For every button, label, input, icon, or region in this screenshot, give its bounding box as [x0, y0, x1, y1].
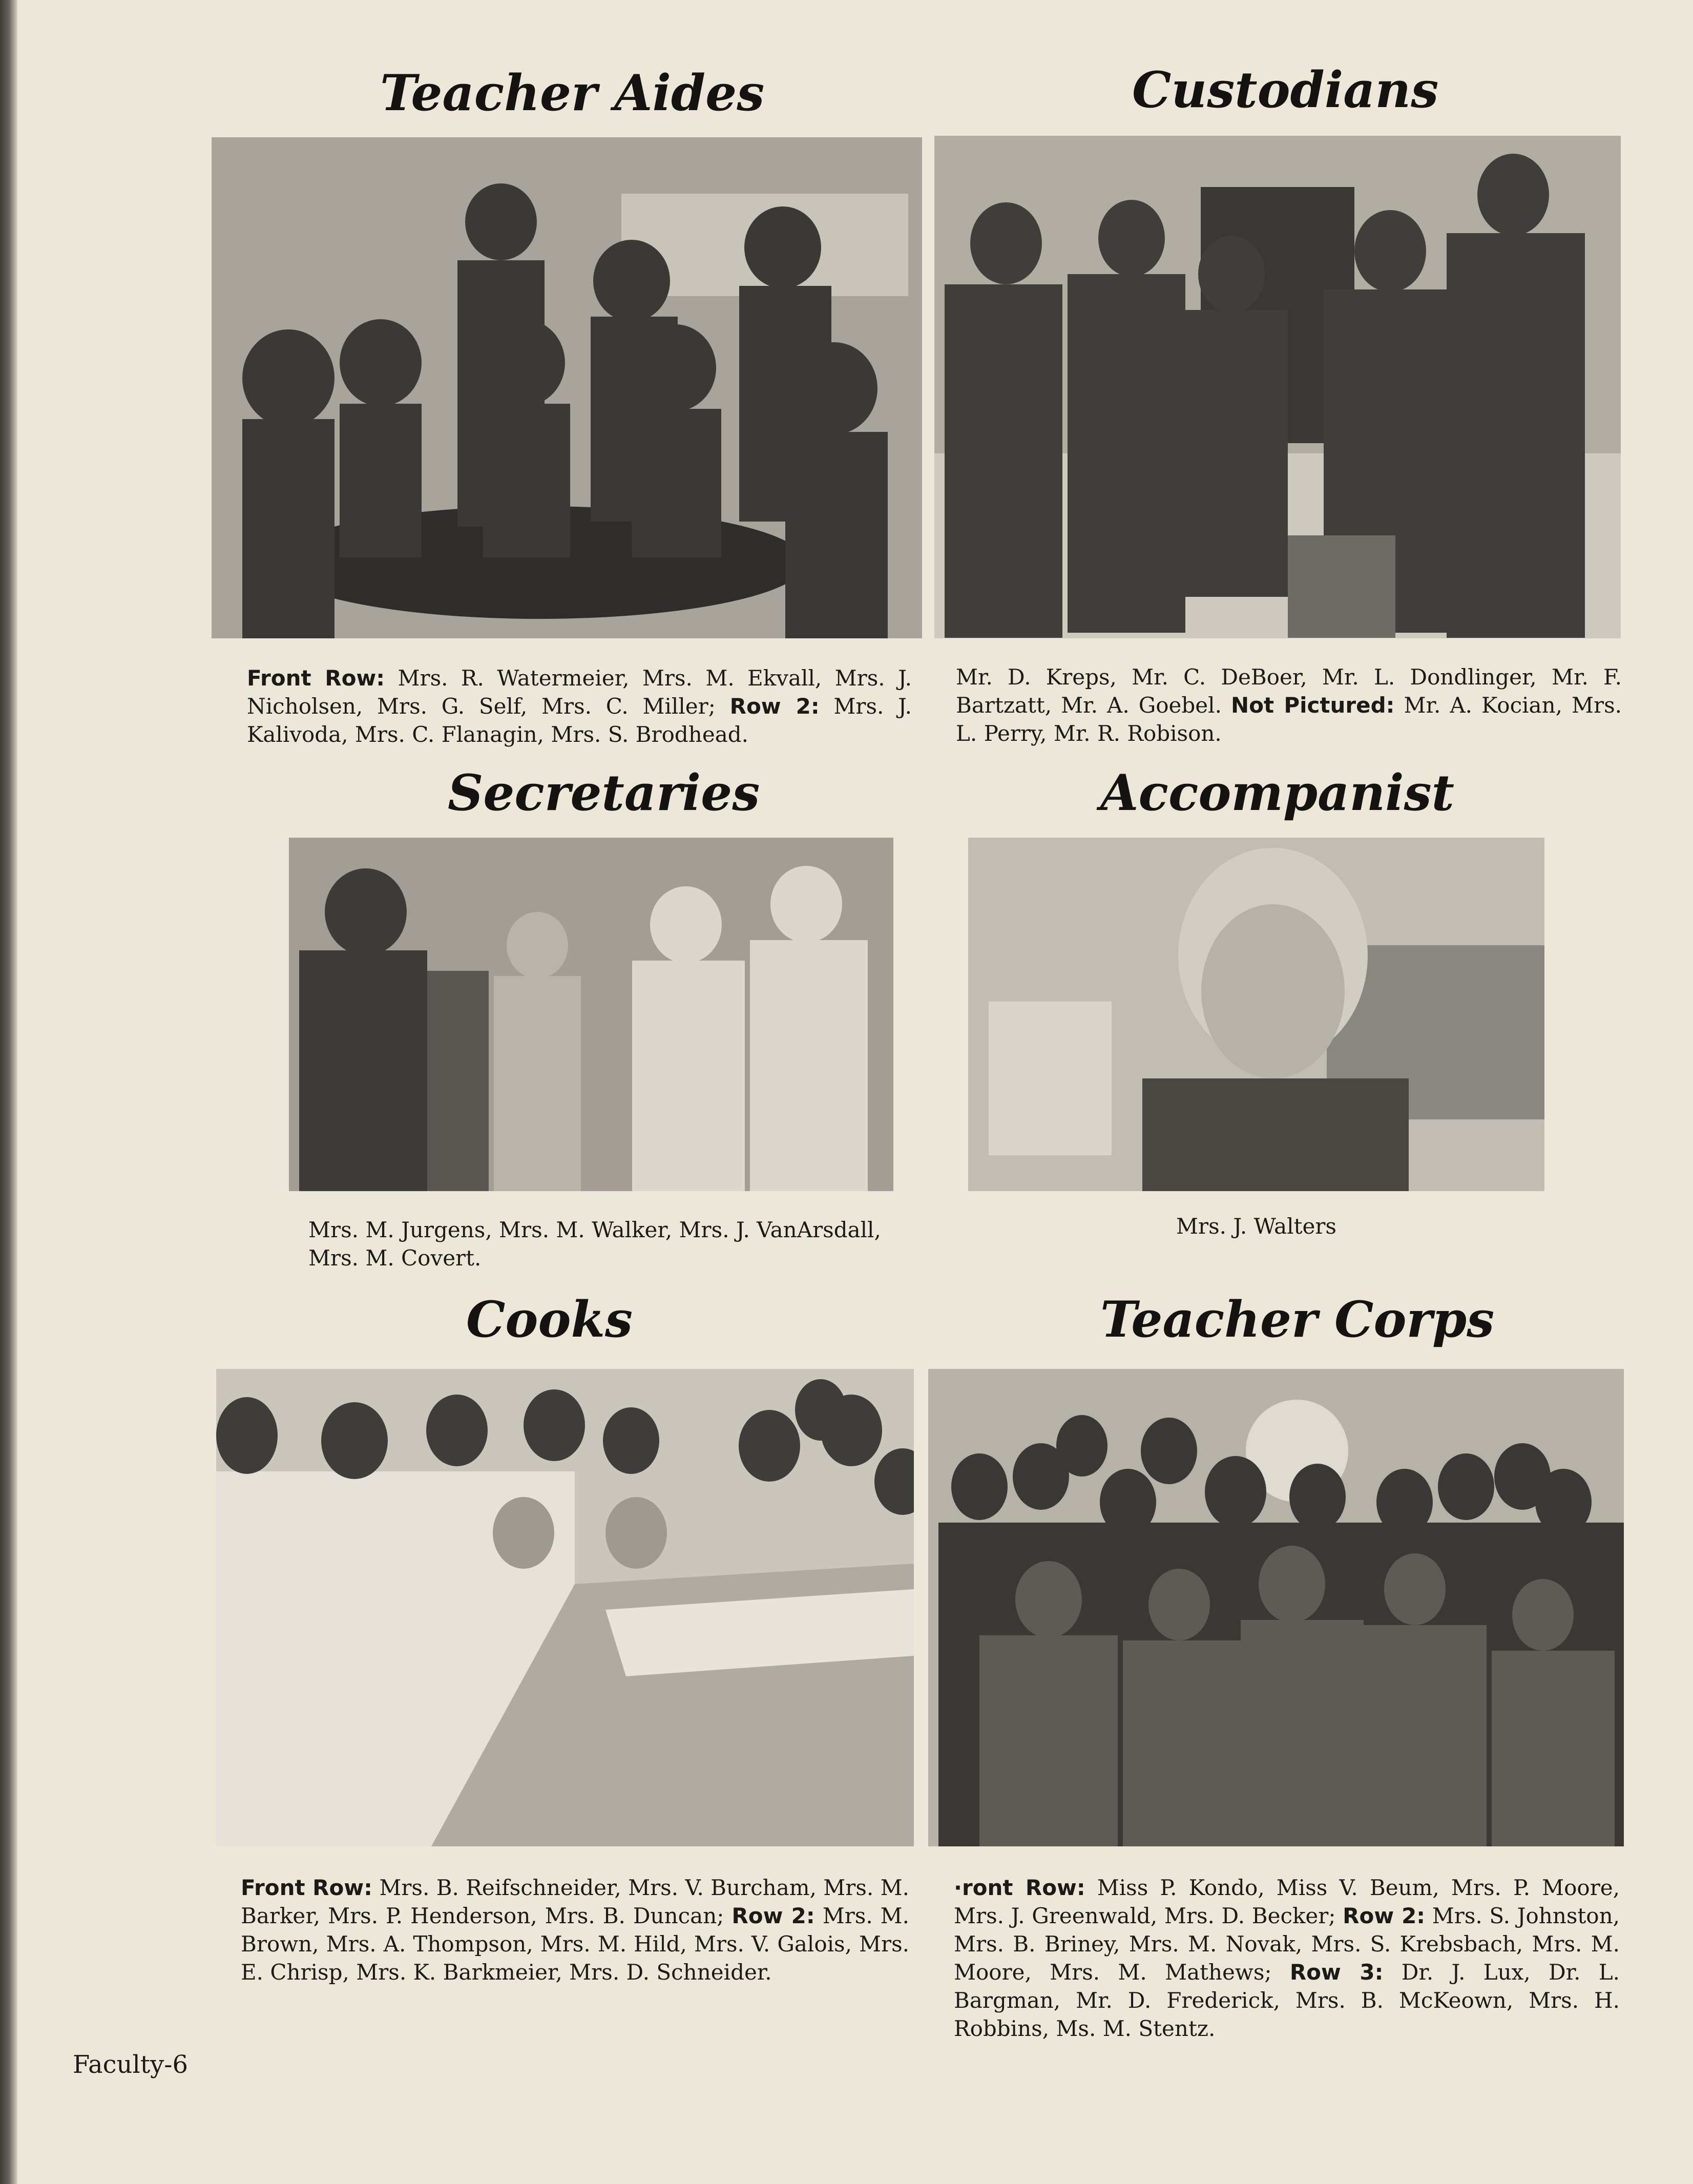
caption-label: Front Row: [241, 1875, 372, 1900]
secretaries-photo [289, 838, 893, 1191]
caption-text: Mrs. M. Jurgens, Mrs. M. Walker, Mrs. J. VanArsdall, Mrs. M. Covert. [308, 1217, 881, 1271]
teacher-aides-title: Teacher Aides [380, 64, 765, 122]
custodians-photo [934, 136, 1621, 638]
caption-text: Mrs. R. Watermeier, Mrs. M. Ekvall, Mrs. J. Nicholsen, Mrs. G. Self, Mrs. C. Miller; [247, 665, 912, 719]
caption-text: Mrs. M. Brown, Mrs. A. Thompson, Mrs. M. Hild, Mrs. V. Galois, Mrs. E. Chrisp, Mrs. K. Barkmeier, Mrs. D. Schneider. [241, 1903, 910, 1985]
caption-text: Mr. D. Kreps, Mr. C. DeBoer, Mr. L. Dondlinger, Mr. F. Bartzatt, Mr. A. Goebel. [956, 664, 1622, 718]
cooks-title: Cooks [466, 1291, 633, 1348]
accompanist-photo [968, 838, 1544, 1191]
teacher-corps-caption [954, 1874, 1620, 2043]
custodians-caption [956, 663, 1622, 747]
caption-label: Row 2: [731, 1903, 815, 1928]
caption-text: Mrs. J. Walters [1176, 1214, 1336, 1239]
teacher-corps-photo [928, 1369, 1624, 1846]
caption-label: Row 2: [729, 694, 820, 719]
caption-label: Not Pictured: [1230, 693, 1395, 718]
caption-label: Row 2: [1343, 1903, 1426, 1928]
caption-text: Mrs. J. Kalivoda, Mrs. C. Flanagin, Mrs. S. Brodhead. [247, 694, 912, 747]
page-binding-edge [0, 0, 17, 2184]
caption-text: Miss P. Kondo, Miss V. Beum, Mrs. P. Moore, Mrs. J. Greenwald, Mrs. D. Becker; [954, 1875, 1620, 1928]
caption-text: Mrs. S. Johnston, Mrs. B. Briney, Mrs. M. Novak, Mrs. S. Krebsbach, Mrs. M. Moore, Mrs. M. Mathews; [954, 1903, 1620, 1985]
caption-text: Mr. A. Kocian, Mrs. L. Perry, Mr. R. Robison. [956, 693, 1622, 746]
cooks-photo [216, 1369, 914, 1846]
accompanist-title: Accompanist [1100, 764, 1454, 822]
caption-label: Front Row: [247, 665, 385, 691]
page-folio: Faculty-6 [73, 2050, 188, 2079]
caption-text: Dr. J. Lux, Dr. L. Bargman, Mr. D. Frederick, Mrs. B. McKeown, Mrs. H. Robbins, Ms. M. Stentz. [954, 1960, 1620, 2041]
custodians-title: Custodians [1132, 61, 1439, 119]
secretaries-title: Secretaries [448, 764, 760, 822]
teacher-corps-title: Teacher Corps [1100, 1291, 1495, 1348]
teacher-aides-caption [247, 664, 912, 748]
caption-label: ·ront Row: [954, 1875, 1085, 1900]
secretaries-caption [308, 1216, 913, 1272]
caption-text: Mrs. B. Reifschneider, Mrs. V. Burcham, Mrs. M. Barker, Mrs. P. Henderson, Mrs. B. Duncan; [241, 1875, 909, 1928]
teacher-aides-photo [212, 137, 922, 638]
cooks-caption [241, 1874, 909, 1986]
accompanist-caption [968, 1212, 1544, 1240]
caption-label: Row 3: [1289, 1960, 1384, 1985]
